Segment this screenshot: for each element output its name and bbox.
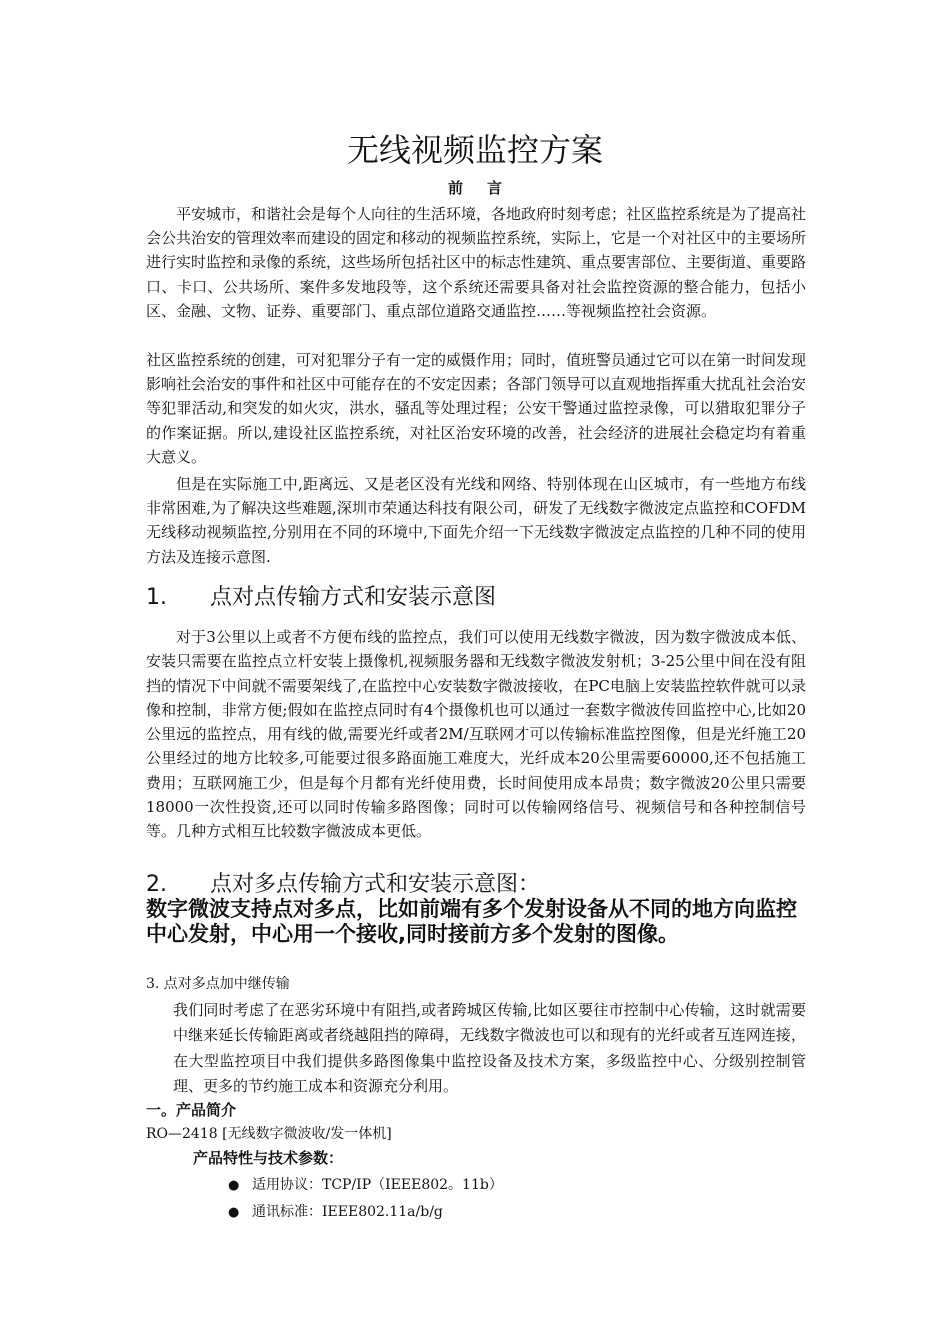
intro-paragraph-2: 社区监控系统的创建，可对犯罪分子有一定的威慑作用；同时，值班警员通过它可以在第一时间发现影响社会治安的事件和社区中可能存在的不安定因素；各部门领导可以直观地指挥重大扰乱社会治安等犯罪活动,和突发的如火灾，洪水，骚乱等处理过程；公安干警通过监控录像，可以猎取犯罪分子的作案证据。所以,建设社区监控系统，对社区治安环境的改善，社会经济的进展社会稳定均有着重大意义。 <box>146 351 807 466</box>
features-list <box>228 1172 503 1226</box>
intro-paragraph-3: 但是在实际施工中,距离远、又是老区没有光线和网络、特别体现在山区城市，有一些地方布线非常困难,为了解决这些难题,深圳市荣通达科技有限公司，研发了无线数字微波定点监控和COFDM无线移动视频监控,分别用在不同的环境中,下面先介绍一下无线数字微波定点监控的几种不同的使用方法及连接示意图. <box>146 475 806 566</box>
features-heading: 产品特性与技术参数： <box>193 1149 344 1167</box>
section-1-heading <box>146 583 496 613</box>
section-1-title: 点对点传输方式和安装示意图 <box>210 585 497 610</box>
bullet-icon: ● <box>228 1178 240 1193</box>
intro-paragraph-1: 平安城市，和谐社会是每个人向往的生活环境，各地政府时刻考虑；社区监控系统是为了提高社会公共治安的管理效率而建设的固定和移动的视频监控系统，实际上，它是一个对社区中的主要场所进行实时监控和录像的系统，这些场所包括社区中的标志性建筑、重点要害部位、主要街道、重要路口、卡口、公共场所、案件多发地段等，这个系统还需要具备对社会监控资源的整合能力，包括小区、金融、文物、证券、重要部门、重点部位道路交通监控……等视频监控社会资源。 <box>146 205 807 320</box>
document-title: 无线视频监控方案 <box>346 131 603 169</box>
section-3-body: 我们同时考虑了在恶劣环境中有阻挡,或者跨城区传输,比如区要往市控制中心传输，这时就需要中继来延长传输距离或者绕越阻挡的障碍，无线数字微波也可以和现有的光纤或者互连网连接，在大型监控项目中我们提供多路图像集中监控设备及技术方案，多级监控中心、分级别控制管理、更多的节约施工成本和资源充分利用。 <box>173 1001 806 1095</box>
preface-heading: 前言 <box>447 179 526 197</box>
section-2-heading <box>146 870 540 900</box>
section-2-number: 2. <box>146 872 167 897</box>
section-2-emphasis: 数字微波支持点对多点，比如前端有多个发射设备从不同的地方向监控中心发射，中心用一个接收,同时接前方多个发射的图像。 <box>146 897 797 946</box>
section-3-heading: 3. 点对多点加中继传输 <box>146 976 290 992</box>
bullet-icon: ● <box>228 1205 240 1220</box>
section-1-number: 1. <box>146 585 167 610</box>
section-1-body: 对于3公里以上或者不方便布线的监控点，我们可以使用无线数字微波，因为数字微波成本低、安装只需要在监控点立杆安装上摄像机,视频服务器和无线数字微波发射机；3-25公里中间在没有阻挡的情况下中间就不需要架线了,在监控中心安装数字微波接收，在PC电脑上安装监控软件就可以录像和控制，非常方便;假如在监控点同时有4个摄像机也可以通过一套数字微波传回监控中心,比如20公里远的监控点，用有线的做,需要光纤或者2M/互联网才可以传输标准监控图像，但是光纤施工20公里经过的地方比较多,可能要过很多路面施工难度大，光纤成本20公里需要60000,还不包括施工费用；互联网施工少，但是每个月都有光纤使用费，长时间使用成本昂贵；数字微波20公里只需要18000一次性投资,还可以同时传输多路图像；同时可以传输网络信号、视频信号和各种控制信号等。几种方式相互比较数字微波成本更低。 <box>146 628 806 841</box>
section-2-title: 点对多点传输方式和安装示意图： <box>210 872 541 897</box>
feature-item: ● 适用协议：TCP/IP（IEEE802。11b） <box>228 1172 503 1199</box>
product-heading: 一。产品简介 <box>146 1101 237 1119</box>
product-model: RO—2418 [无线数字微波收/发一体机] <box>146 1126 392 1142</box>
feature-item: ● 通讯标准：IEEE802.11a/b/g <box>228 1199 503 1226</box>
